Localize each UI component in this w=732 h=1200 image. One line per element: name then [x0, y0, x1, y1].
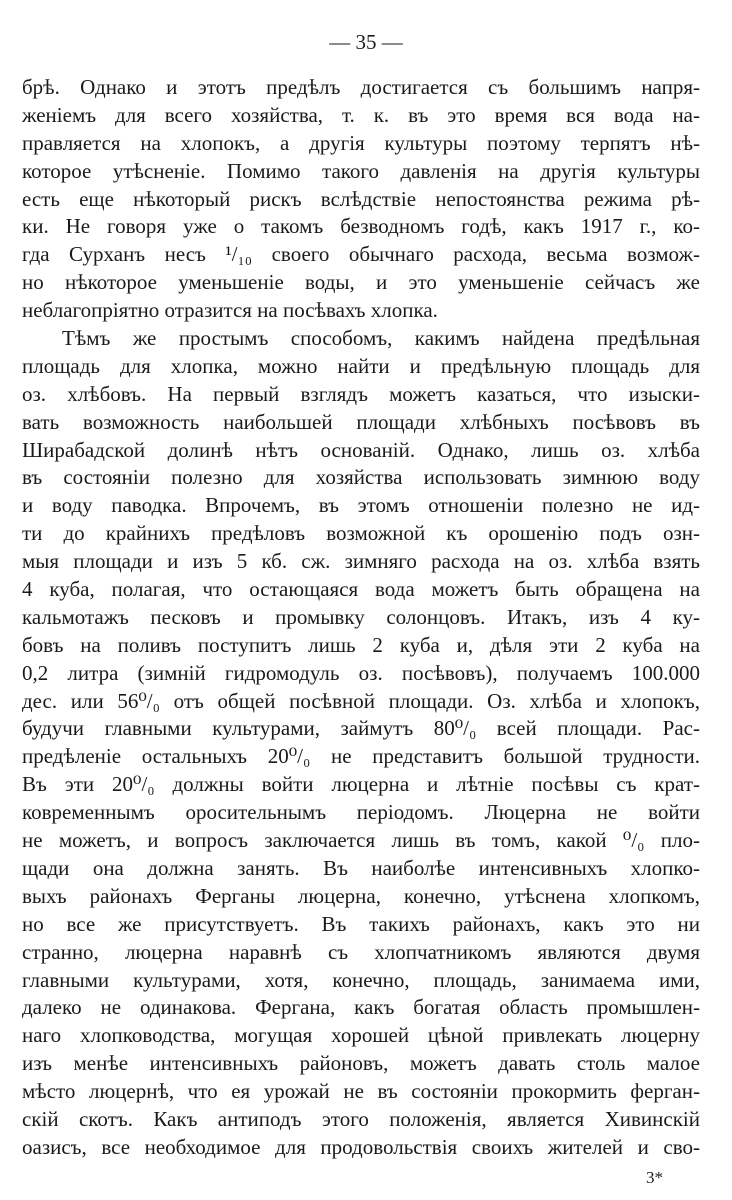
text-line: изъ менѣе интенсивныхъ районовъ, можетъ давать столь малое	[22, 1051, 700, 1076]
text-line: Въ эти 20⁰/₀ должны войти люцерна и лѣтніе посѣвы съ крат-	[22, 772, 700, 797]
text-line: площадь для хлопка, можно найти и предѣльную площадь для	[22, 353, 700, 378]
text-line: ковременнымъ оросительнымъ періодомъ. Люцерна не войти	[22, 800, 700, 825]
text-line: оазисъ, все необходимое для продовольствія своихъ жителей и сво-	[22, 1134, 700, 1159]
text-line: щади она должна занять. Въ наиболѣе интенсивныхъ хлопко-	[22, 855, 700, 880]
text-line: которое утѣсненіе. Помимо такого давленія на другія культуры	[22, 158, 700, 183]
text-line: не можетъ, и вопросъ заключается лишь въ томъ, какой ⁰/₀ пло-	[22, 828, 700, 853]
page-body	[22, 74, 700, 1162]
paragraph-2	[22, 325, 700, 1162]
text-line: но нѣкоторое уменьшеніе воды, и это уменьшеніе сейчасъ же	[22, 270, 700, 295]
text-line: бовъ на поливъ поступитъ лишь 2 куба и, дѣля эти 2 куба на	[22, 632, 700, 657]
paragraph-1	[22, 74, 700, 325]
text-line: мыя площади и изъ 5 кб. сж. зимняго расхода на оз. хлѣба взять	[22, 549, 700, 574]
text-line: предѣленіе остальныхъ 20⁰/₀ не представитъ большой трудности.	[22, 744, 700, 769]
text-line: есть еще нѣкоторый рискъ вслѣдствіе непостоянства режима рѣ-	[22, 186, 700, 211]
text-line: правляется на хлопокъ, а другія культуры поэтому терпятъ нѣ-	[22, 130, 700, 155]
text-line: и воду паводка. Впрочемъ, въ этомъ отношеніи полезно не ид-	[22, 493, 700, 518]
text-line: ки. Не говоря уже о такомъ безводномъ годѣ, какъ 1917 г., ко-	[22, 214, 700, 239]
page-number: — 35 —	[329, 30, 403, 54]
text-line: скій скотъ. Какъ антиподъ этого положенія, является Хивинскій	[22, 1106, 700, 1131]
text-line: но все же присутствуетъ. Въ такихъ районахъ, какъ это ни	[22, 911, 700, 936]
text-line: далеко не одинакова. Фергана, какъ богатая область промышлен-	[22, 995, 700, 1020]
text-line: кальмотажъ песковъ и промывку солонцовъ. Итакъ, изъ 4 ку-	[22, 604, 700, 629]
text-line: будучи главными культурами, займутъ 80⁰/₀ всей площади. Рас-	[22, 716, 700, 741]
text-line: выхъ районахъ Ферганы люцерна, конечно, утѣснена хлопкомъ,	[22, 883, 700, 908]
text-line: главными культурами, хотя, конечно, площадь, занимаема ими,	[22, 967, 700, 992]
text-line: вать возможность наибольшей площади хлѣбныхъ посѣвовъ въ	[22, 409, 700, 434]
text-line: 0,2 литра (зимній гидромодуль оз. посѣвовъ), получаемъ 100.000	[22, 660, 700, 685]
text-line: мѣсто люцернѣ, что ея урожай не въ состояніи прокормить ферган-	[22, 1079, 700, 1104]
text-line: Тѣмъ же простымъ способомъ, какимъ найдена предѣльная	[62, 326, 700, 351]
text-line: странно, люцерна наравнѣ съ хлопчатникомъ являются двумя	[22, 939, 700, 964]
text-line: Ширабадской долинѣ нѣтъ основаній. Однако, лишь оз. хлѣба	[22, 437, 700, 462]
text-line: наго хлопководства, могущая хорошей цѣной привлекать люцерну	[22, 1023, 700, 1048]
text-line: оз. хлѣбовъ. На первый взглядъ можетъ казаться, что изыски-	[22, 381, 700, 406]
text-line: ти до крайнихъ предѣловъ возможной къ орошенію подъ озн-	[22, 521, 700, 546]
text-line: брѣ. Однако и этотъ предѣлъ достигается съ большимъ напря-	[22, 75, 700, 99]
text-line: женіемъ для всего хозяйства, т. к. въ это время вся вода на-	[22, 102, 700, 127]
text-line: гда Сурханъ несъ ¹/₁₀ своего обычнаго расхода, весьма возмож-	[22, 242, 700, 267]
text-line: 4 куба, полагая, что остающаяся вода можетъ быть обращена на	[22, 577, 700, 602]
text-line: въ состояніи полезно для хозяйства использовать зимнюю воду	[22, 465, 700, 490]
signature-mark: 3*	[646, 1168, 663, 1187]
text-line: неблагопріятно отразится на посѣвахъ хлопка.	[22, 298, 438, 323]
text-line: дес. или 56⁰/₀ отъ общей посѣвной площади. Оз. хлѣба и хлопокъ,	[22, 688, 700, 713]
